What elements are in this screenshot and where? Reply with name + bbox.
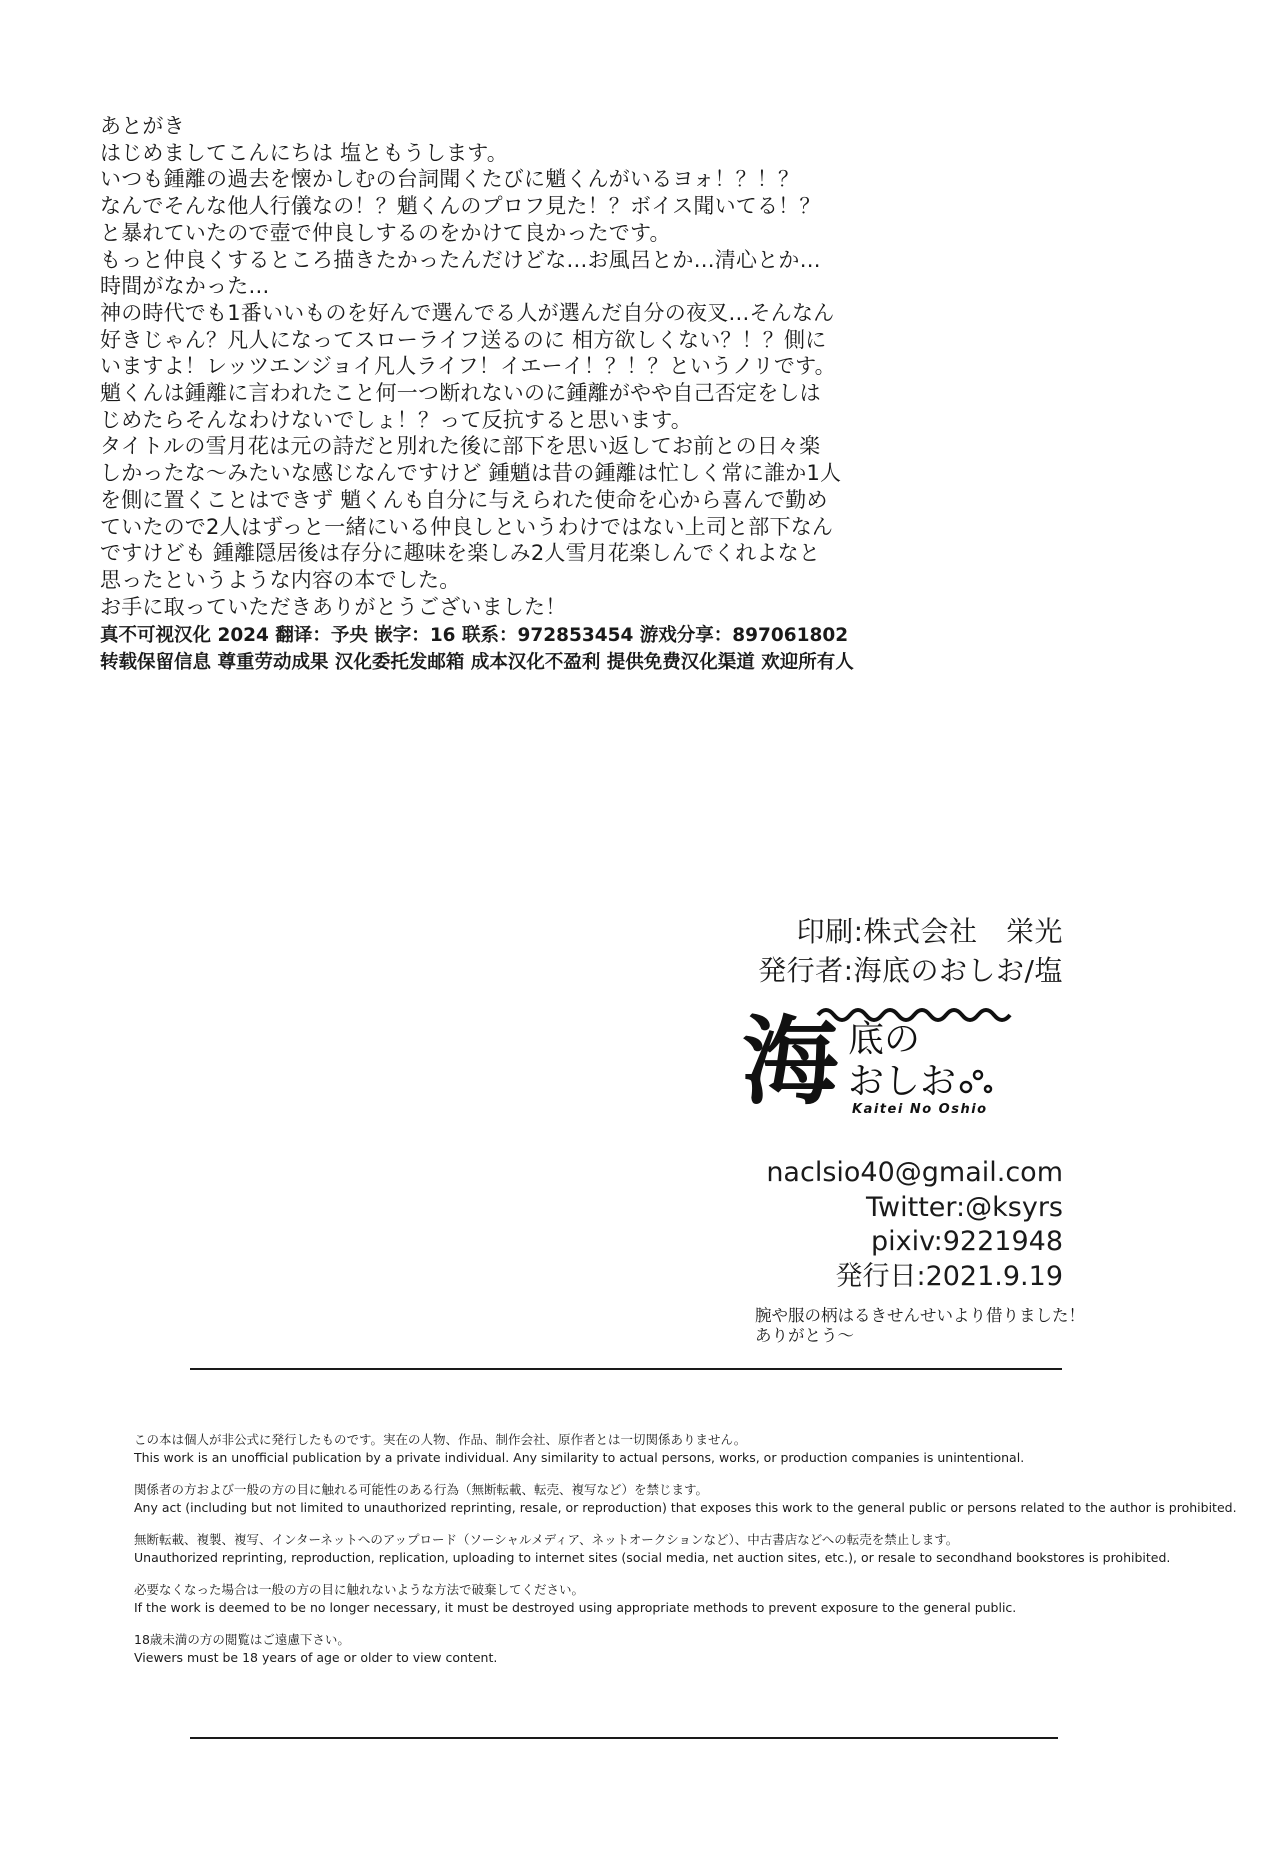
bubble [974,1071,982,1079]
publisher-line: 発行者:海底のおしお/塩 [758,954,1063,987]
logo-kanji-main: 海 [742,1005,838,1118]
afterword-line: 好きじゃん？凡人になってスローライフ送るのに 相方欲しくない？！？側に [100,327,827,352]
afterword-line: もっと仲良くするところ描きたかったんだけどな…お風呂とか…清心とか… [100,247,821,272]
credit-line: 真不可视汉化 2024 翻译：予央 嵌字：16 联系：972853454 游戏分享：897061802 [100,625,849,647]
afterword-line: ですけども 鍾離隠居後は存分に趣味を楽しみ2人雪月花楽しんでくれよなと [100,541,821,566]
colophon [758,912,1063,990]
logo-kanji-sub: 底の [848,1019,921,1060]
notice-en: If the work is deemed to be no longer necessary, it must be destroyed using appropriate methods to prevent exposure to the general public. [134,1600,1017,1615]
afterword-line: タイトルの雪月花は元の詩だと別れた後に部下を思い返してお前との日々楽 [100,434,821,459]
bubble [985,1086,991,1092]
afterword-line: を側に置くことはできず 魈くんも自分に与えられた使命を心から喜んで勤め [100,487,828,512]
notice-item [134,1581,1184,1617]
notice-ja: この本は個人が非公式に発行したものです。実在の人物、作品、制作会社、原作者とは一切関係ありません。 [134,1432,747,1447]
afterword-line: いつも鍾離の過去を懐かしむの台詞聞くたびに魈くんがいるヨォ！？！？ [100,167,800,192]
circle-logo [740,993,1080,1123]
notice-ja: 無断転載、複製、複写、インターネットへのアップロード（ソーシャルメディア、ネットオークションなど）、中古書店などへの転売を禁止します。 [134,1532,959,1547]
divider [190,1368,1062,1370]
thanks-line: 腕や服の柄はるきせんせいより借りました！ [755,1306,1085,1325]
thanks-line: ありがとう～ [755,1326,854,1345]
thanks-note [755,1306,1085,1346]
legal-notice [134,1431,1237,1681]
afterword [100,113,860,676]
twitter-text: Twitter:@ksyrs [866,1191,1063,1223]
notice-en: Any act (including but not limited to unauthorized reprinting, resale, or reproduction) that exposes this work to the general public or persons related to the author is prohibited. [134,1500,1237,1515]
afterword-line: じめたらそんなわけないでしょ！？って反抗すると思います。 [100,407,692,432]
afterword-line: いますよ！レッツエンジョイ凡人ライフ！イエーイ！？！？というノリです。 [100,354,836,379]
notice-en: This work is an unofficial publication by a private individual. Any similarity to actual persons, works, or production companies is unintentional. [134,1450,1025,1465]
bubble [961,1082,971,1092]
notice-ja: 18歳未満の方の閲覧はご遠慮下さい。 [134,1632,350,1647]
afterword-line: お手に取っていただきありがとうございました！ [100,594,567,619]
divider [190,1737,1058,1739]
pixiv-text: pixiv:9221948 [871,1226,1063,1257]
afterword-line: 時間がなかった… [100,274,270,299]
publish-date: 発行日:2021.9.19 [835,1260,1063,1292]
notice-ja: 必要なくなった場合は一般の方の目に触れないような方法で破棄してください。 [134,1582,585,1597]
notice-en: Viewers must be 18 years of age or older to view content. [134,1650,498,1665]
afterword-line: ていたので2人はずっと一緒にいる仲良しというわけではない上司と部下なん [100,514,834,539]
notice-en: Unauthorized reprinting, reproduction, replication, uploading to internet sites (social media, net auction sites, etc.), or resale to secondhand bookstores is prohibited. [134,1550,1171,1565]
notice-item [134,1431,1184,1467]
scanlation-credits [100,622,860,676]
afterword-line: しかったな～みたいな感じなんですけど 鍾魈は昔の鍾離は忙しく常に誰か1人 [100,461,842,486]
afterword-line: なんでそんな他人行儀なの！？魈くんのプロフ見た！？ボイス聞いてる！？ [100,194,821,219]
notice-item [134,1481,1237,1517]
afterword-line: はじめましてこんにちは 塩ともうします。 [100,140,508,165]
logo-kana: おしお [848,1061,957,1102]
notice-item [134,1531,1184,1567]
notice-item [134,1631,1184,1667]
afterword-text [100,113,860,620]
afterword-line: 神の時代でも1番いいものを好んで選んでる人が選んだ自分の夜叉…そんなん [100,300,835,325]
email-text: naclsio40@gmail.com [766,1157,1063,1188]
afterword-line: 魈くんは鍾離に言われたこと何一つ断れないのに鍾離がやや自己否定をしは [100,381,821,406]
afterword-line: 思ったというような内容の本でした。 [100,567,461,592]
notice-ja: 関係者の方および一般の方の目に触れる可能性のある行為（無断転載、転売、複写など）を禁じます。 [134,1482,709,1497]
printer-line: 印刷:株式会社 栄光 [796,915,1063,948]
contact-info [766,1156,1063,1294]
credit-line: 转载保留信息 尊重劳动成果 汉化委托发邮箱 成本汉化不盈利 提供免费汉化渠道 欢迎所有人 [100,652,854,674]
afterword-line: と暴れていたので壺で仲良しするのをかけて良かったです。 [100,220,671,245]
afterword-line: あとがき [100,114,185,138]
logo-romaji: Kaitei No Oshio [852,1102,988,1117]
